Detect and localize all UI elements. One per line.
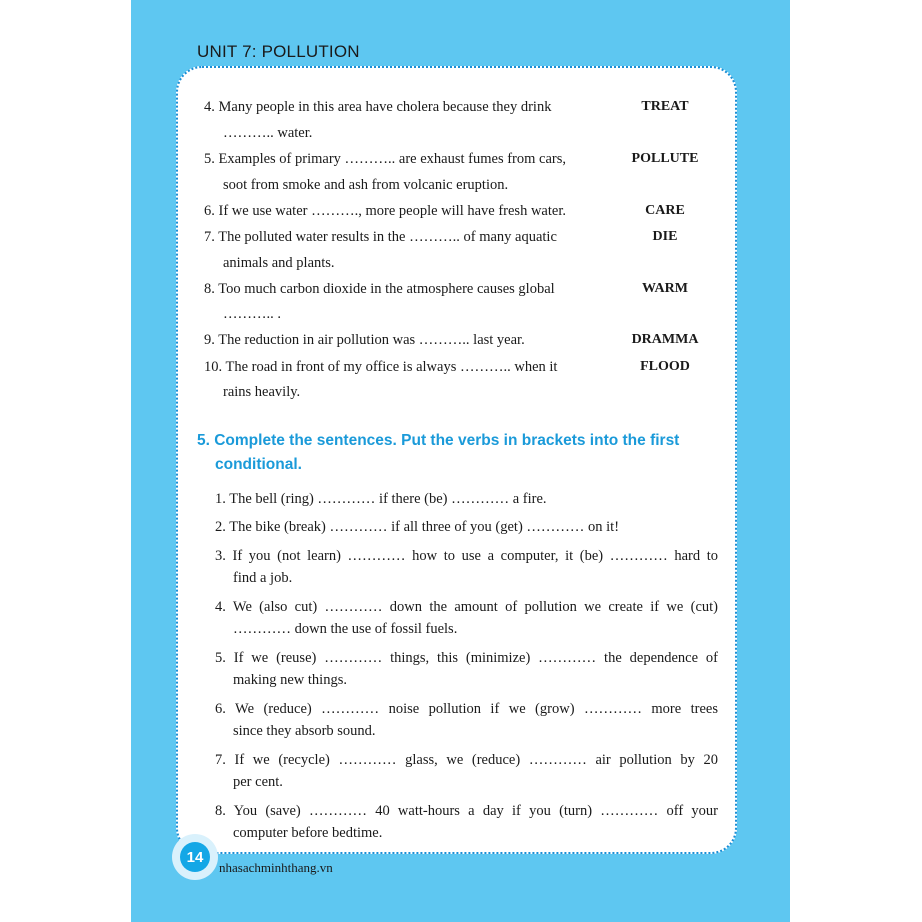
ex5-item-6-line1: 6. We (reduce) ………… noise pollution if we (grow) ………… more trees (215, 701, 718, 717)
ex5-item-4-line2: ………… down the use of fossil fuels. (233, 621, 458, 637)
ex5-item-8-line2: computer before bedtime. (233, 825, 383, 841)
ex4-item-7-word: DIE (652, 229, 678, 244)
publisher-site: nhasachminhthang.vn (219, 860, 333, 875)
ex5-item-7-line2: per cent. (233, 774, 283, 790)
ex4-item-4-word: TREAT (641, 99, 689, 114)
ex5-item-7-line1: 7. If we (recycle) ………… glass, we (reduce) ………… air pollution by 20 (215, 752, 719, 768)
ex5-item-2-line1: 2. The bike (break) ………… if all three of you (get) ………… on it! (215, 519, 620, 535)
ex4-item-10-word: FLOOD (640, 359, 690, 374)
ex4-item-4-line2: ……….. water. (223, 125, 313, 141)
exercise5-heading-line1: 5. Complete the sentences. Put the verbs in brackets into the first (197, 432, 680, 449)
ex5-item-8-line1: 8. You (save) ………… 40 watt-hours a day if you (turn) ………… off your (215, 803, 718, 819)
ex4-item-9-word: DRAMMA (631, 332, 699, 347)
ex4-item-9-line1: 9. The reduction in air pollution was ……….. last year. (204, 332, 525, 348)
ex5-item-3-line2: find a job. (233, 570, 293, 586)
ex4-item-10-line2: rains heavily. (223, 384, 301, 400)
ex4-item-5-word: POLLUTE (631, 151, 699, 166)
ex4-item-8-line2: ……….. . (223, 306, 281, 322)
exercise5-heading-line2: conditional. (215, 456, 302, 473)
ex4-item-8-word: WARM (642, 281, 688, 296)
ex4-item-7-line2: animals and plants. (223, 255, 335, 271)
ex5-item-6-line2: since they absorb sound. (233, 723, 376, 739)
ex4-item-10-line1: 10. The road in front of my office is always ……….. when it (204, 359, 558, 375)
ex4-item-4-line1: 4. Many people in this area have cholera because they drink (204, 99, 552, 115)
ex5-item-4-line1: 4. We (also cut) ………… down the amount of pollution we create if we (cut) (215, 599, 718, 615)
unit-title: UNIT 7: POLLUTION (197, 42, 360, 61)
ex5-item-1-line1: 1. The bell (ring) ………… if there (be) ………… a fire. (215, 491, 547, 507)
page-number: 14 (180, 842, 210, 872)
ex4-item-8-line1: 8. Too much carbon dioxide in the atmosphere causes global (204, 281, 555, 297)
ex5-item-5-line1: 5. If we (reuse) ………… things, this (minimize) ………… the dependence of (215, 650, 719, 666)
ex4-item-6-line1: 6. If we use water ………., more people will have fresh water. (204, 203, 566, 219)
ex4-item-7-line1: 7. The polluted water results in the ……….. of many aquatic (204, 229, 557, 245)
ex4-item-5-line2: soot from smoke and ash from volcanic eruption. (223, 177, 509, 193)
ex4-item-5-line1: 5. Examples of primary ……….. are exhaust fumes from cars, (204, 151, 566, 167)
ex5-item-3-line1: 3. If you (not learn) ………… how to use a computer, it (be) ………… hard to (215, 548, 718, 564)
ex5-item-5-line2: making new things. (233, 672, 347, 688)
ex4-item-6-word: CARE (645, 203, 685, 218)
